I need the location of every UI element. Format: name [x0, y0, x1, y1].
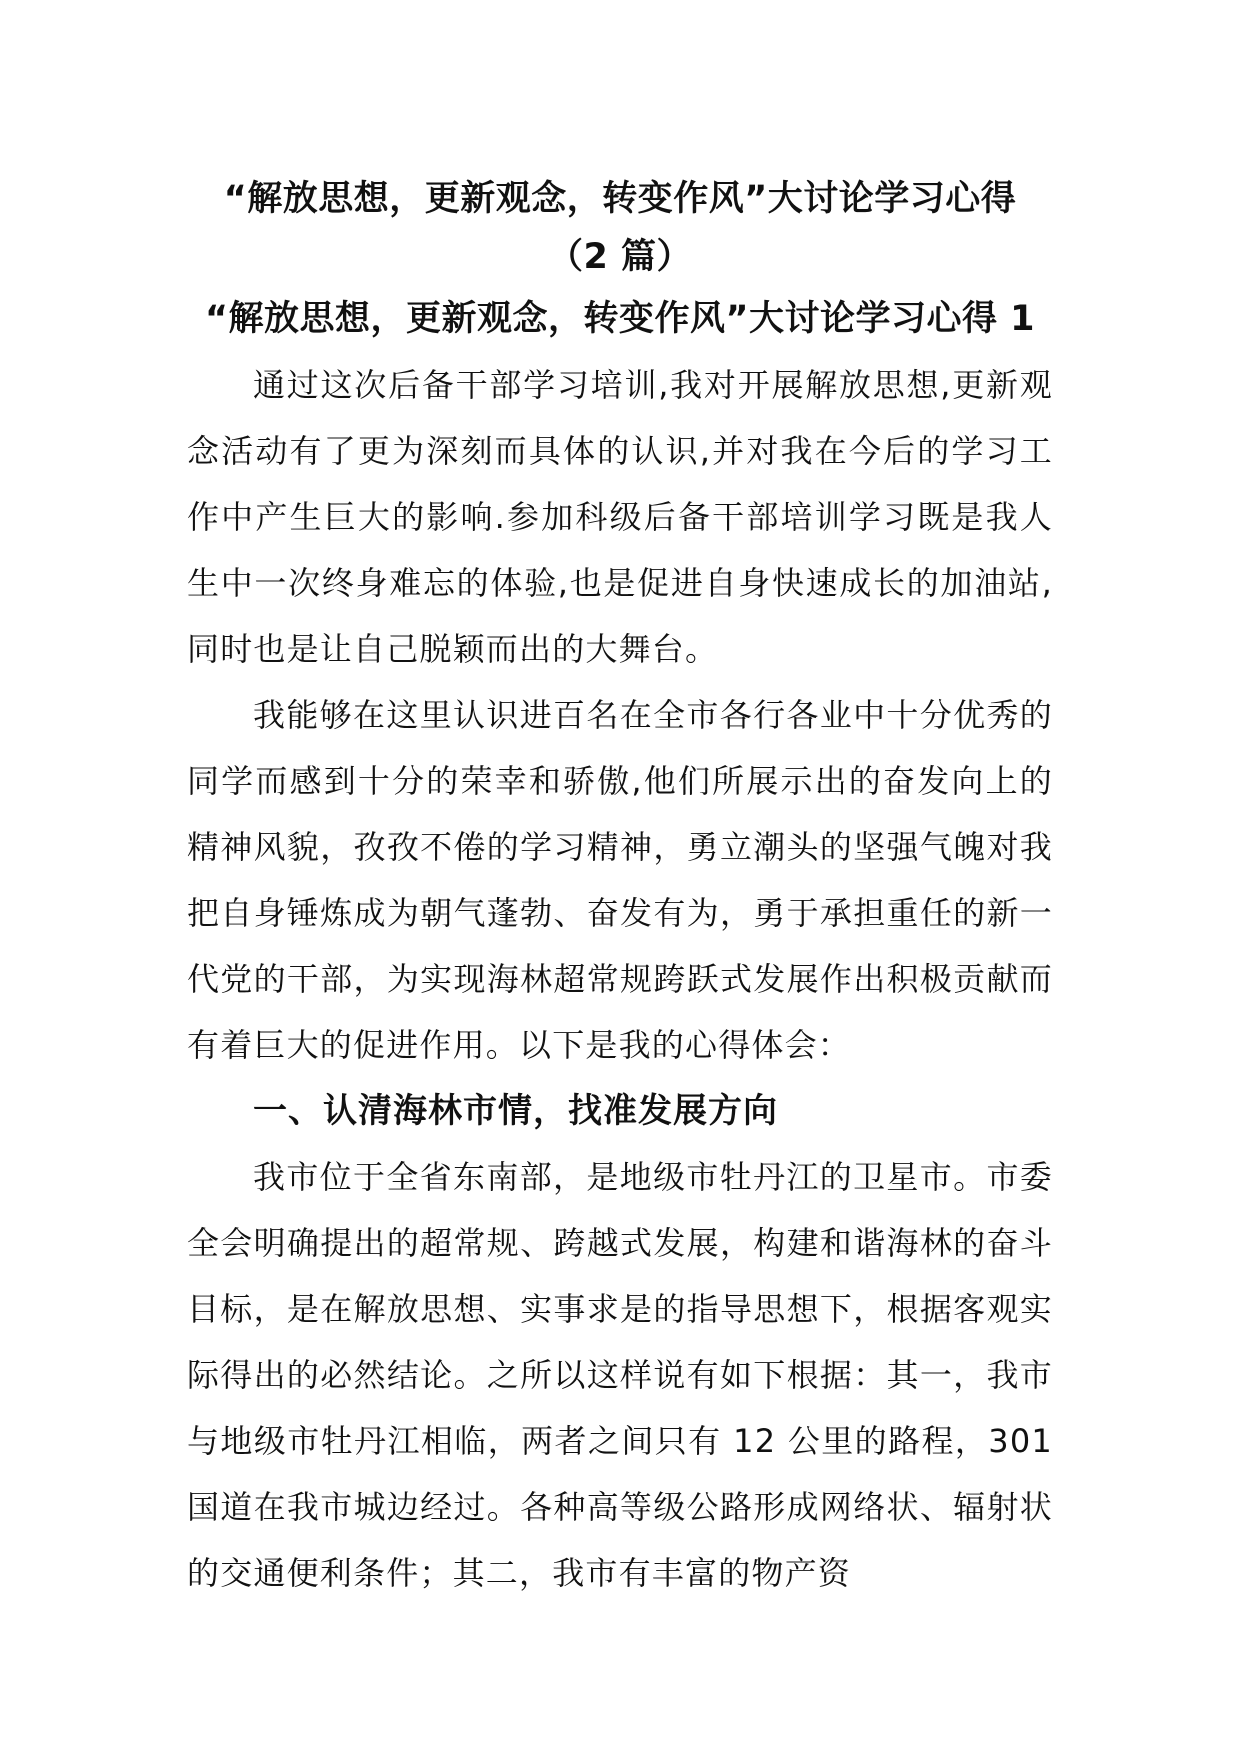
- section-paragraph: 我市位于全省东南部，是地级市牡丹江的卫星市。市委全会明确提出的超常规、跨越式发展，构建和谐海林的奋斗目标，是在解放思想、实事求是的指导思想下，根据客观实际得出的必然结论。之所以这样说有如下根据：其一，我市与地级市牡丹江相临，两者之间只有 12 公里的路程，301 国道在我市城边经过。各种高等级公路形成网络状、辐射状的交通便利条件；其二，我市有丰富的物产资: [187, 1158, 1053, 1592]
- document-title: “解放思想，更新观念，转变作风”大讨论学习心得: [223, 179, 1017, 219]
- document-title-count: （2 篇）: [547, 237, 693, 277]
- paragraph-1: 通过这次后备干部学习培训,我对开展解放思想,更新观念活动有了更为深刻而具体的认识,并对我在今后的学习工作中产生巨大的影响.参加科级后备干部培训学习既是我人生中一次终身难忘的体验,也是促进自身快速成长的加油站,同时也是让自己脱颖而出的大舞台。: [187, 366, 1053, 668]
- paragraph-2: 我能够在这里认识进百名在全市各行各业中十分优秀的同学而感到十分的荣幸和骄傲,他们所展示出的奋发向上的精神风貌，孜孜不倦的学习精神，勇立潮头的坚强气魄对我把自身锤炼成为朝气蓬勃、奋发有为，勇于承担重任的新一代党的干部，为实现海林超常规跨跃式发展作出积极贡献而有着巨大的促进作用。以下是我的心得体会：: [187, 696, 1053, 1064]
- document-body: [187, 160, 1053, 1606]
- section-heading: 一、认清海林市情，找准发展方向: [253, 1091, 778, 1131]
- article-subtitle: “解放思想，更新观念，转变作风”大讨论学习心得 1: [204, 299, 1036, 339]
